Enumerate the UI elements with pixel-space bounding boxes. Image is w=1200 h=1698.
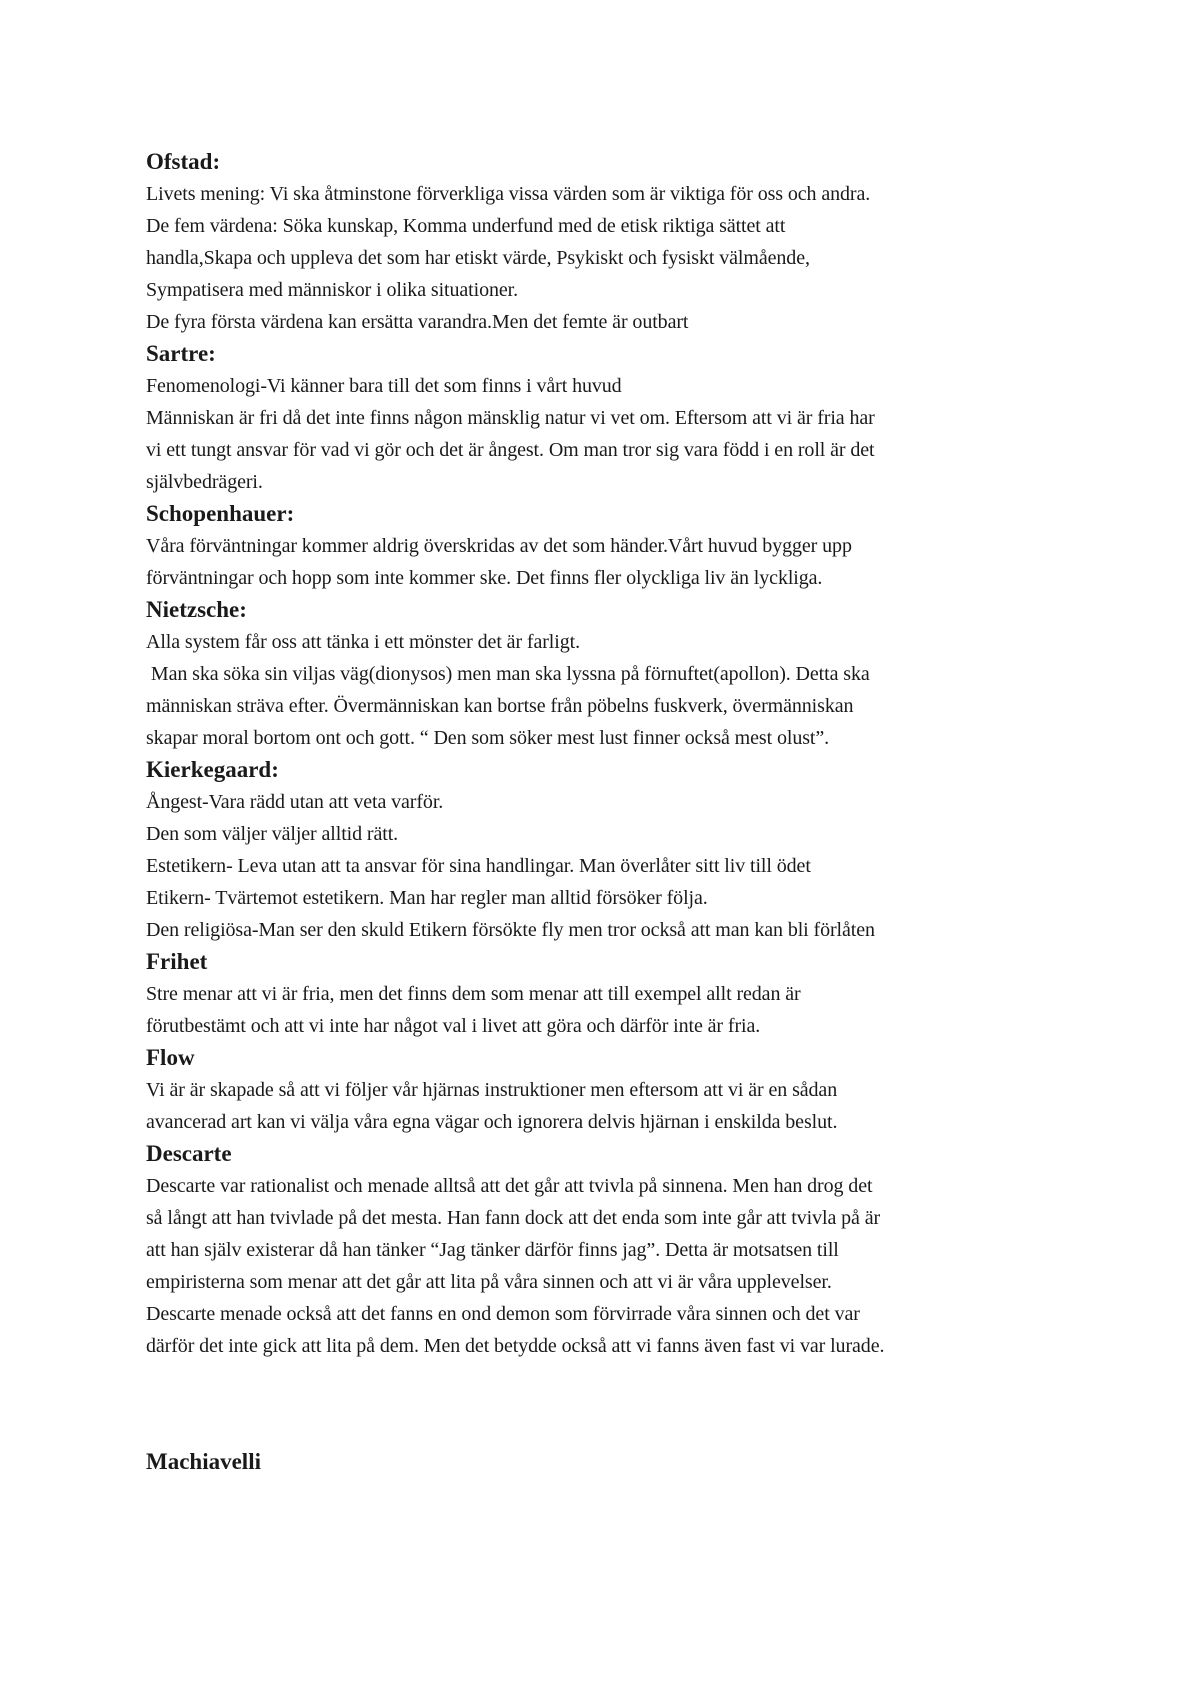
document-body: [146, 146, 1076, 1478]
section-heading: Frihet: [146, 949, 208, 974]
section-ofstad: [146, 146, 1076, 338]
text-line: Våra förväntningar kommer aldrig överskridas av det som händer.Vårt huvud bygger upp: [146, 535, 852, 557]
section-sartre: [146, 338, 1076, 498]
section-heading: Machiavelli: [146, 1449, 261, 1474]
section-heading: Sartre:: [146, 341, 216, 366]
text-line: De fyra första värdena kan ersätta varandra.Men det femte är outbart: [146, 311, 689, 333]
text-line: Man ska söka sin viljas väg(dionysos) men man ska lyssna på förnuftet(apollon). Detta ska: [146, 663, 870, 685]
text-line: Descarte var rationalist och menade alltså att det går att tvivla på sinnena. Men han drog det: [146, 1175, 873, 1197]
section-descarte: [146, 1138, 1076, 1362]
text-line: De fem värdena: Söka kunskap, Komma underfund med de etisk riktiga sättet att: [146, 215, 786, 237]
text-line: därför det inte gick att lita på dem. Men det betydde också att vi fanns även fast vi var lurade.: [146, 1335, 885, 1357]
section-heading: Kierkegaard:: [146, 757, 279, 782]
text-line: Människan är fri då det inte finns någon mänsklig natur vi vet om. Eftersom att vi är fria har: [146, 407, 875, 429]
section-heading: Ofstad:: [146, 149, 221, 174]
text-line: förutbestämt och att vi inte har något val i livet att göra och därför inte är fria.: [146, 1015, 761, 1037]
text-line: empiristerna som menar att det går att lita på våra sinnen och att vi är våra upplevelser.: [146, 1271, 832, 1293]
section-schopenhauer: [146, 498, 1076, 594]
text-line: skapar moral bortom ont och gott. “ Den som söker mest lust finner också mest olust”.: [146, 727, 830, 749]
section-heading: Schopenhauer:: [146, 501, 295, 526]
section-kierkegaard: [146, 754, 1076, 946]
section-heading: Flow: [146, 1045, 195, 1070]
section-frihet: [146, 946, 1076, 1042]
text-line: att han själv existerar då han tänker “Jag tänker därför finns jag”. Detta är motsatsen till: [146, 1239, 839, 1261]
section-heading: Descarte: [146, 1141, 232, 1166]
blank-space: [146, 1362, 1076, 1446]
text-line: Descarte menade också att det fanns en ond demon som förvirrade våra sinnen och det var: [146, 1303, 860, 1325]
text-line: Fenomenologi-Vi känner bara till det som finns i vårt huvud: [146, 375, 622, 397]
text-line: Livets mening: Vi ska åtminstone förverkliga vissa värden som är viktiga för oss och andra.: [146, 183, 871, 205]
text-line: Den religiösa-Man ser den skuld Etikern försökte fly men tror också att man kan bli förlåten: [146, 919, 875, 941]
text-line: människan sträva efter. Övermänniskan kan bortse från pöbelns fuskverk, övermänniskan: [146, 695, 854, 717]
text-line: så långt att han tvivlade på det mesta. Han fann dock att det enda som inte går att tvivla på är: [146, 1207, 881, 1229]
text-line: Alla system får oss att tänka i ett mönster det är farligt.: [146, 631, 580, 653]
text-line: avancerad art kan vi välja våra egna vägar och ignorera delvis hjärnan i enskilda beslut.: [146, 1111, 838, 1133]
text-line: förväntningar och hopp som inte kommer ske. Det finns fler olyckliga liv än lyckliga.: [146, 567, 823, 589]
text-line: Ångest-Vara rädd utan att veta varför.: [146, 791, 444, 813]
section-heading: Nietzsche:: [146, 597, 247, 622]
text-line: handla,Skapa och uppleva det som har etiskt värde, Psykiskt och fysiskt välmående,: [146, 247, 810, 269]
text-line: Estetikern- Leva utan att ta ansvar för sina handlingar. Man överlåter sitt liv till ödet: [146, 855, 811, 877]
section-machiavelli: [146, 1446, 1076, 1478]
text-line: Etikern- Tvärtemot estetikern. Man har regler man alltid försöker följa.: [146, 887, 708, 909]
text-line: Den som väljer väljer alltid rätt.: [146, 823, 399, 845]
text-line: självbedrägeri.: [146, 471, 263, 493]
text-line: vi ett tungt ansvar för vad vi gör och det är ångest. Om man tror sig vara född i en roll är det: [146, 439, 875, 461]
text-line: Stre menar att vi är fria, men det finns dem som menar att till exempel allt redan är: [146, 983, 801, 1005]
text-line: Sympatisera med människor i olika situationer.: [146, 279, 519, 301]
section-nietzsche: [146, 594, 1076, 754]
text-line: Vi är är skapade så att vi följer vår hjärnas instruktioner men eftersom att vi är en sådan: [146, 1079, 838, 1101]
section-flow: [146, 1042, 1076, 1138]
